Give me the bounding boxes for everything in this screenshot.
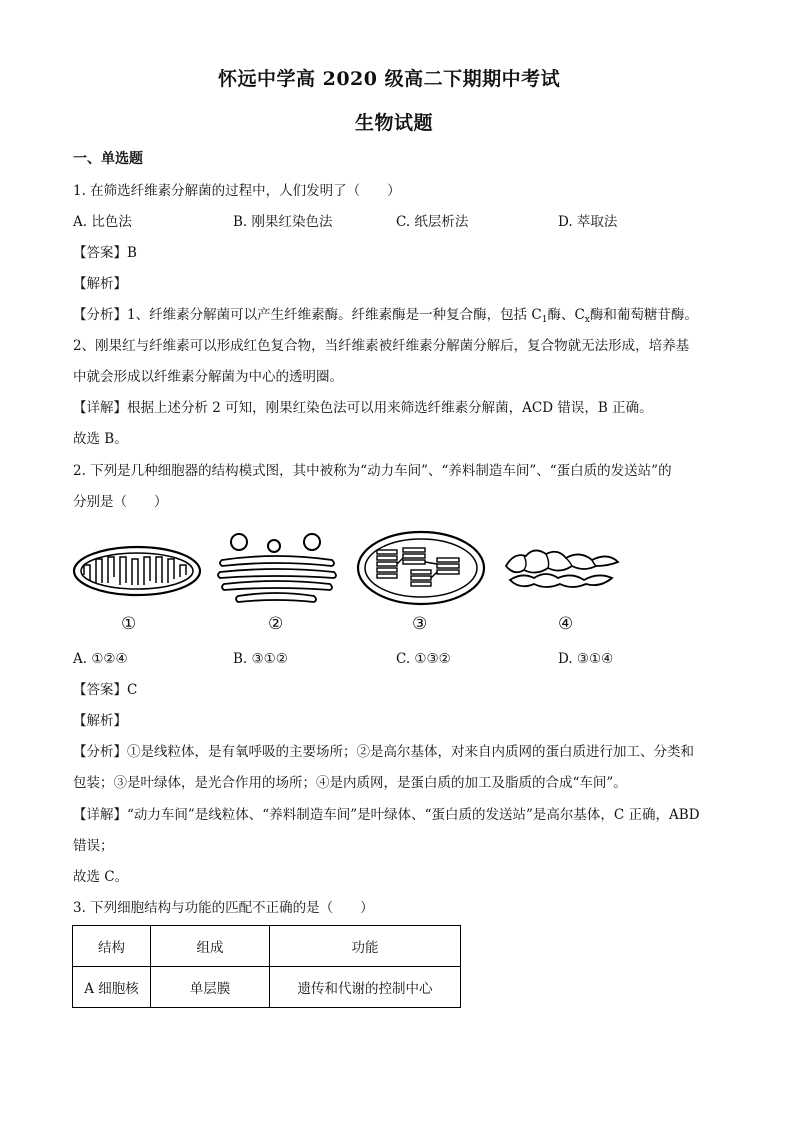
table-header-cell: 组成 [151, 926, 270, 967]
q1-analysis-line-1: 【分析】1、纤维素分解菌可以产生纤维素酶。纤维素酶是一种复合酶，包括 $C_1$酶、$C_x$酶和葡萄糖苷酶。 [73, 307, 698, 325]
q2-analysis-line-2: 包装；③是叶绿体，是光合作用的场所；④是内质网，是蛋白质的加工及脂质的合成“车间”。 [73, 775, 627, 791]
q2-option-d: D. ③①④ [558, 651, 614, 667]
q1-analysis-line-2: 2、刚果红与纤维素可以形成红色复合物，当纤维素被纤维素分解菌分解后，复合物就无法形成，培养基 [73, 338, 690, 354]
q2-detail-line-1: 【详解】“动力车间”是线粒体、“养料制造车间”是叶绿体、“蛋白质的发送站”是高尔基体，C 正确，ABD [73, 807, 700, 823]
q2-analysis-label: 【解析】 [73, 713, 127, 729]
q2-analysis-line-1: 【分析】①是线粒体，是有氧呼吸的主要场所；②是高尔基体，对来自内质网的蛋白质进行加工、分类和 [73, 744, 694, 760]
q1-option-d: D. 萃取法 [558, 214, 618, 230]
q3-stem: 3. 下列细胞结构与功能的匹配不正确的是（ ） [73, 900, 374, 916]
table-header-cell: 结构 [73, 926, 151, 967]
q1-stem: 1. 在筛选纤维素分解菌的过程中，人们发明了（ ） [73, 183, 401, 199]
figure-label-3: ③ [412, 614, 428, 634]
q1-option-a: A. 比色法 [73, 214, 132, 230]
q3-table [72, 925, 461, 1008]
section-heading: 一、单选题 [73, 151, 143, 167]
q1-detail: 【详解】根据上述分析 2 可知，刚果红染色法可以用来筛选纤维素分解菌，ACD 错误，B 正确。 [73, 400, 653, 416]
q1-answer: 【答案】B [73, 245, 137, 261]
q2-option-c: C. ①③② [396, 651, 451, 667]
figure-label-2: ② [268, 614, 284, 634]
golgi-figure [214, 530, 339, 610]
exam-title: 怀远中学高 2020 级高二下期期中考试 [218, 68, 561, 90]
q1-option-b: B. 刚果红染色法 [233, 214, 333, 230]
chloroplast-figure [355, 528, 487, 608]
q2-option-b: B. ③①② [233, 651, 288, 667]
er-figure [500, 542, 625, 592]
table-header-row [73, 926, 461, 967]
q2-conclusion: 故选 C。 [73, 869, 129, 885]
q1-analysis-label: 【解析】 [73, 276, 127, 292]
q2-option-a: A. ①②④ [73, 651, 128, 667]
table-cell: A 细胞核 [73, 967, 151, 1008]
q2-detail-line-2: 错误； [73, 838, 114, 854]
exam-subtitle: 生物试题 [355, 112, 434, 134]
figure-label-1: ① [121, 614, 137, 634]
q1-option-c: C. 纸层析法 [396, 214, 469, 230]
figure-label-4: ④ [558, 614, 574, 634]
q2-answer: 【答案】C [73, 682, 138, 698]
q1-analysis-line-3: 中就会形成以纤维素分解菌为中心的透明圈。 [73, 369, 343, 385]
table-header-cell: 功能 [270, 926, 461, 967]
table-row [73, 967, 461, 1008]
table-cell: 遗传和代谢的控制中心 [270, 967, 461, 1008]
q2-stem-line-1: 2. 下列是几种细胞器的结构模式图，其中被称为“动力车间”、“养料制造车间”、“蛋白质的发送站”的 [73, 463, 672, 479]
q2-stem-line-2: 分别是（ ） [73, 494, 168, 510]
table-cell: 单层膜 [151, 967, 270, 1008]
mitochondrion-figure [72, 545, 202, 597]
q1-conclusion: 故选 B。 [73, 431, 128, 447]
